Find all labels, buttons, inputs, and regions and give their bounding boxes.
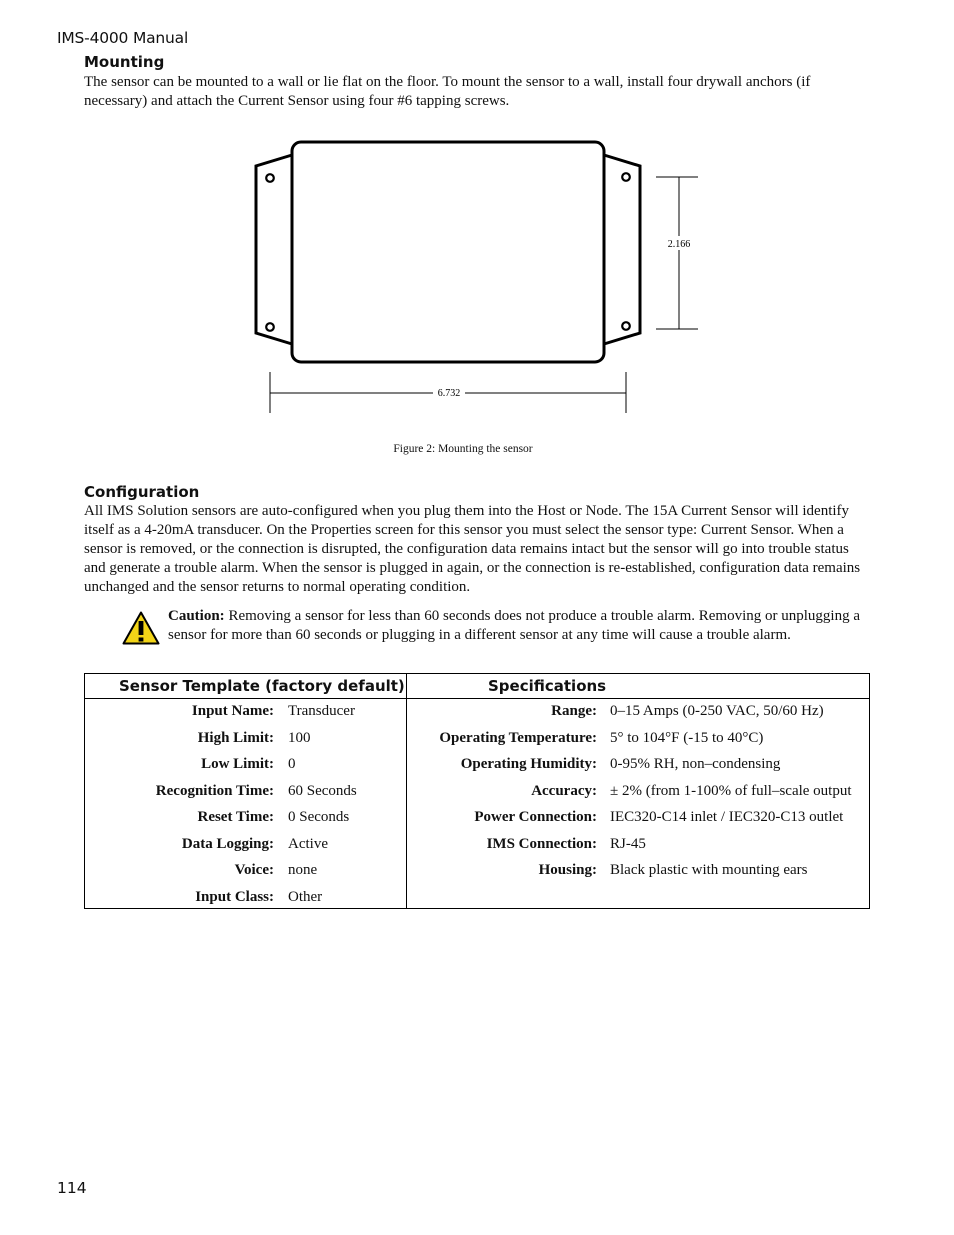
left-mounting-ear <box>256 155 292 344</box>
spec-row <box>85 804 869 830</box>
row-value: Active <box>288 835 328 852</box>
spec-row <box>85 831 869 857</box>
specifications-column-header: Specifications <box>488 677 607 695</box>
row-label: Operating Humidity: <box>460 756 597 772</box>
sensor-body <box>292 142 604 362</box>
width-dimension-label: 6.732 <box>437 388 461 399</box>
configuration-heading: Configuration <box>84 483 200 501</box>
row-value: none <box>288 862 318 878</box>
row-label: Range: <box>551 703 597 719</box>
row-value: Black plastic with mounting ears <box>610 862 808 878</box>
spec-row <box>85 857 869 883</box>
sensor-mounting-diagram <box>240 130 720 420</box>
running-head: IMS-4000 Manual <box>57 29 189 47</box>
spec-row <box>85 778 869 804</box>
row-value: 100 <box>288 729 311 746</box>
row-label: Data Logging: <box>181 835 274 852</box>
row-label: Housing: <box>538 862 597 878</box>
spec-row <box>85 725 869 751</box>
caution-text <box>168 607 868 645</box>
row-label: High Limit: <box>197 729 274 746</box>
configuration-paragraph: All IMS Solution sensors are auto-configured when you plug them into the Host or Node. The 15A Current Sensor will identify itself as a 4-20mA transducer. On the Properties screen for this sensor you must select the sensor type: Current Sensor. When a sensor is removed, or the connection is disrupted, the configuration data remains intact but the sensor will go into trouble status and generate a trouble alarm. When the sensor is plugged in again, or the connection is re-established, configuration data remains unchanged and the sensor returns to normal operating condition. <box>84 503 861 595</box>
row-label: Accuracy: <box>531 782 597 799</box>
row-value: 0-95% RH, non–condensing <box>610 756 781 772</box>
row-value: 5° to 104°F (-15 to 40°C) <box>610 729 764 746</box>
row-value: 0 Seconds <box>288 809 350 825</box>
row-value: ± 2% (from 1-100% of full–scale output <box>610 782 852 799</box>
row-value: 0 <box>288 756 296 772</box>
spec-table <box>84 673 870 909</box>
spec-row <box>85 751 869 777</box>
figure-caption: Figure 2: Mounting the sensor <box>393 443 533 455</box>
row-label: Input Class: <box>195 888 274 905</box>
row-value: 0–15 Amps (0-250 VAC, 50/60 Hz) <box>610 703 824 719</box>
spec-row <box>85 698 869 724</box>
warning-icon <box>122 611 160 645</box>
template-column-header: Sensor Template (factory default) <box>119 677 405 695</box>
row-label: Operating Temperature: <box>439 729 597 746</box>
row-value: Transducer <box>288 703 355 719</box>
row-label: Reset Time: <box>197 809 274 825</box>
right-mounting-ear <box>604 155 640 344</box>
template-row <box>85 884 869 910</box>
screw-hole <box>622 173 630 181</box>
screw-hole <box>266 174 274 182</box>
row-label: Power Connection: <box>474 809 597 825</box>
row-label: Recognition Time: <box>155 782 274 799</box>
screw-hole <box>266 323 274 331</box>
mounting-paragraph: The sensor can be mounted to a wall or lie flat on the floor. To mount the sensor to a wall, install four drywall anchors (if necessary) and attach the Current Sensor using four #6 tapping screws. <box>84 74 811 109</box>
row-label: Voice: <box>234 862 274 878</box>
mounting-heading: Mounting <box>84 53 165 71</box>
screw-hole <box>622 322 630 330</box>
row-label: Low Limit: <box>201 756 274 772</box>
page-number: 114 <box>57 1179 87 1197</box>
row-value: 60 Seconds <box>288 782 357 799</box>
height-dimension-label: 2.166 <box>667 239 691 250</box>
row-value: RJ-45 <box>610 835 646 852</box>
row-label: Input Name: <box>191 703 274 719</box>
row-value: IEC320-C14 inlet / IEC320-C13 outlet <box>610 809 844 825</box>
caution-label: Caution: <box>168 608 225 624</box>
row-label: IMS Connection: <box>486 835 597 852</box>
row-value: Other <box>288 888 323 905</box>
caution-body: Removing a sensor for less than 60 seconds does not produce a trouble alarm. Removing or unplugging a sensor for more than 60 seconds or plugging in a different sensor at any time will cause a trouble alarm. <box>168 608 860 643</box>
